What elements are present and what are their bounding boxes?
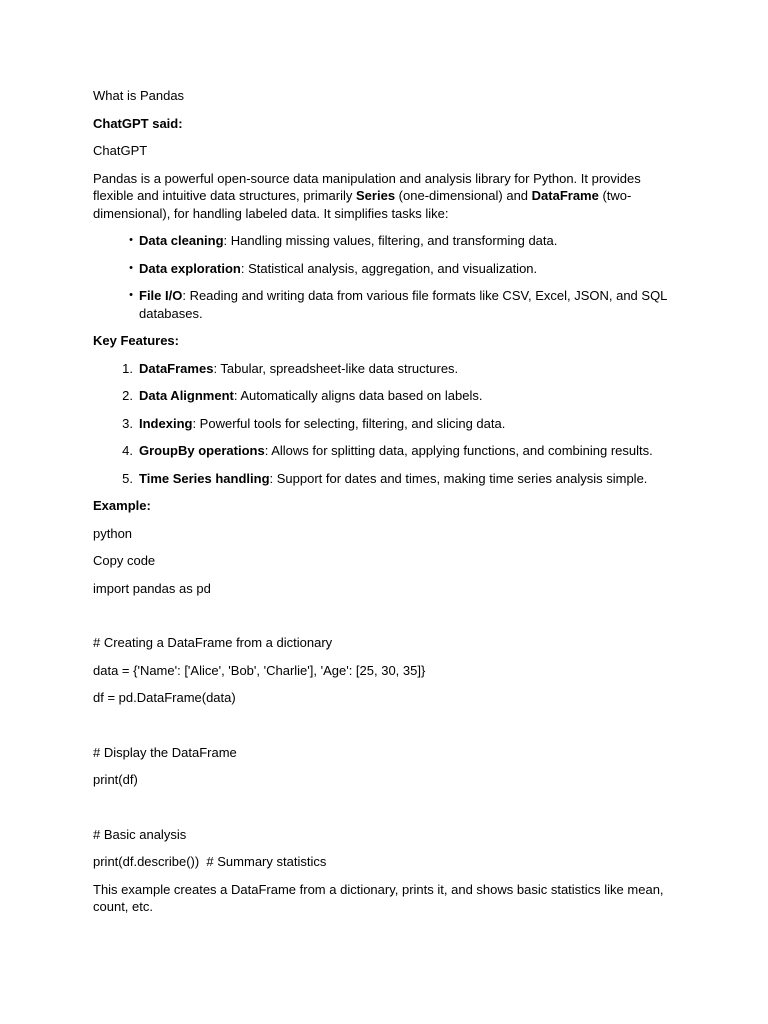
number-marker: 5.	[122, 470, 133, 486]
speaker-label: ChatGPT said:	[93, 115, 183, 131]
features-heading: Key Features:	[93, 333, 179, 348]
number-marker: 1.	[122, 360, 133, 376]
bullet-marker: •	[129, 261, 133, 274]
code-line: df = pd.DataFrame(data)	[93, 690, 236, 705]
code-line: data = {'Name': ['Alice', 'Bob', 'Charlie'], 'Age': [25, 30, 35]}	[93, 662, 426, 678]
number-marker: 4.	[122, 443, 133, 458]
code-line: print(df)	[93, 772, 138, 787]
features-list	[93, 360, 668, 488]
list-item: 3. Indexing: Powerful tools for selecting, filtering, and slicing data.	[93, 415, 668, 433]
number-marker: 2.	[122, 388, 133, 403]
question-title: What is Pandas	[93, 88, 185, 103]
copy-code-button[interactable]: Copy code	[93, 553, 156, 568]
example-heading: Example:	[93, 498, 151, 513]
code-line: print(df.describe()) # Summary statistics	[93, 854, 327, 869]
closing-paragraph: This example creates a DataFrame from a dictionary, prints it, and shows basic statistics like mean, count, etc.	[93, 881, 664, 914]
intro-paragraph: Pandas is a powerful open-source data manipulation and analysis library for Python. It provides flexible and intuitive data structures, primarily Series (one-dimensional) and DataFrame (two-dimensional), for handling labeled data. It simplifies tasks like:	[93, 170, 641, 221]
code-line: # Basic analysis	[93, 826, 187, 842]
list-item: • Data exploration: Statistical analysis, aggregation, and visualization.	[93, 260, 668, 278]
speaker-name: ChatGPT	[93, 143, 148, 158]
document-body	[93, 87, 668, 926]
blank-line	[93, 717, 668, 744]
list-item: • File I/O: Reading and writing data from various file formats like CSV, Excel, JSON, and SQL databases.	[93, 287, 668, 322]
code-line: # Display the DataFrame	[93, 744, 237, 760]
blank-line	[93, 607, 668, 634]
list-item: • Data cleaning: Handling missing values, filtering, and transforming data.	[93, 232, 668, 250]
list-item: 5. Time Series handling: Support for dates and times, making time series analysis simple.	[93, 470, 668, 488]
list-item: 2. Data Alignment: Automatically aligns data based on labels.	[93, 387, 668, 405]
number-marker: 3.	[122, 415, 133, 431]
bullet-marker: •	[129, 234, 133, 246]
bullet-marker: •	[129, 289, 133, 301]
blank-line	[93, 799, 668, 826]
task-list	[93, 232, 668, 322]
list-item: 4. GroupBy operations: Allows for splitting data, applying functions, and combining results.	[93, 442, 668, 460]
list-item: 1. DataFrames: Tabular, spreadsheet-like data structures.	[93, 360, 668, 378]
code-line: # Creating a DataFrame from a dictionary	[93, 635, 333, 650]
code-line: import pandas as pd	[93, 580, 211, 596]
code-language-label: python	[93, 525, 133, 541]
